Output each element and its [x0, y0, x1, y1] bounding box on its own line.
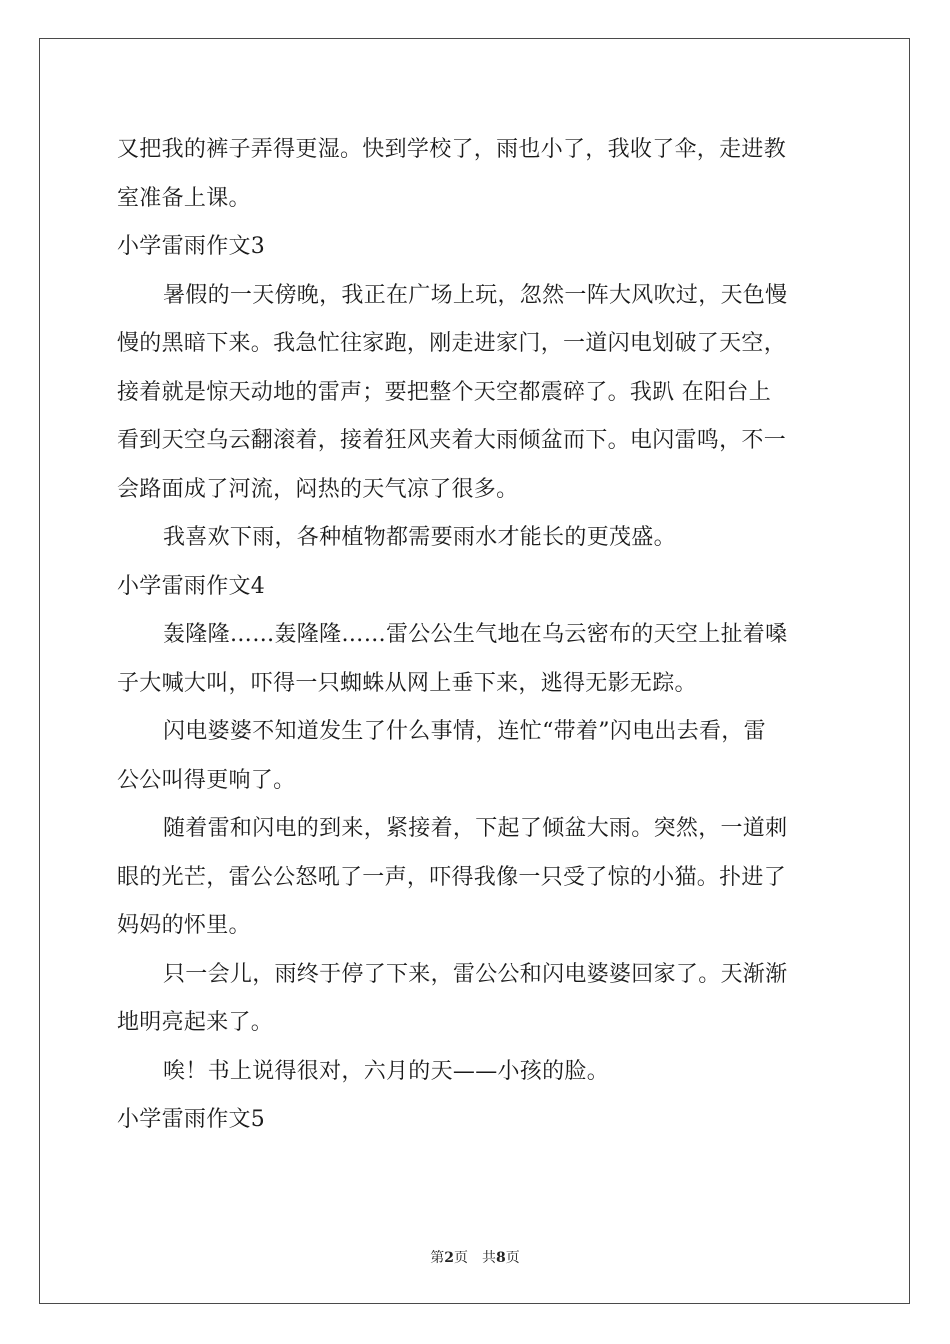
text-line: 会路面成了河流，闷热的天气凉了很多。: [117, 476, 519, 502]
page-current: 2: [444, 1250, 454, 1266]
page-footer: [0, 1248, 950, 1268]
text-line: 轰隆隆……轰隆隆……雷公公生气地在乌云密布的天空上扯着嗓: [163, 622, 788, 647]
text-line: 随着雷和闪电的到来，紧接着，下起了倾盆大雨。突然，一道刺: [163, 816, 788, 841]
section-heading-5: 小学雷雨作文5: [117, 1107, 266, 1132]
text-line: 又把我的裤子弄得更湿。快到学校了，雨也小了，我收了伞，走进教: [117, 137, 787, 162]
document-body: [117, 126, 835, 1145]
text-line: 我喜欢下雨，各种植物都需要雨水才能长的更茂盛。: [163, 525, 676, 550]
text-line: 妈妈的怀里。: [117, 913, 251, 938]
text-line: 子大喊大叫，吓得一只蜘蛛从网上垂下来，逃得无影无踪。: [117, 670, 697, 696]
text-line: 慢的黑暗下来。我急忙往家跑，刚走进家门，一道闪电划破了天空，: [117, 331, 787, 356]
text-line: 唉！书上说得很对，六月的天——小孩的脸。: [163, 1058, 610, 1084]
text-line: 只一会儿，雨终于停了下来，雷公公和闪电婆婆回家了。天渐渐: [163, 961, 788, 987]
page-prefix: 第: [430, 1250, 445, 1266]
text-line: 接着就是惊天动地的雷声；要把整个天空都震碎了。我趴 在阳台上: [117, 379, 771, 405]
page-suffix: 页: [454, 1250, 468, 1266]
total-suffix: 页: [505, 1250, 520, 1266]
text-line: 暑假的一天傍晚，我正在广场上玩，忽然一阵大风吹过，天色慢: [163, 282, 788, 308]
text-line: 地明亮起来了。: [117, 1010, 274, 1035]
text-line: 看到天空乌云翻滚着，接着狂风夹着大雨倾盆而下。电闪雷鸣，不一: [117, 428, 787, 453]
section-heading-3: 小学雷雨作文3: [117, 234, 266, 259]
page-total: 8: [496, 1250, 506, 1266]
text-line: 闪电婆婆不知道发生了什么事情，连忙“带着”闪电出去看，雷: [163, 719, 766, 744]
total-prefix: 共: [482, 1250, 496, 1266]
text-line: 眼的光芒，雷公公怒吼了一声，吓得我像一只受了惊的小猫。扑进了: [117, 864, 787, 890]
text-line: 室准备上课。: [117, 185, 251, 211]
section-heading-4: 小学雷雨作文4: [117, 573, 266, 599]
text-line: 公公叫得更响了。: [117, 767, 296, 793]
